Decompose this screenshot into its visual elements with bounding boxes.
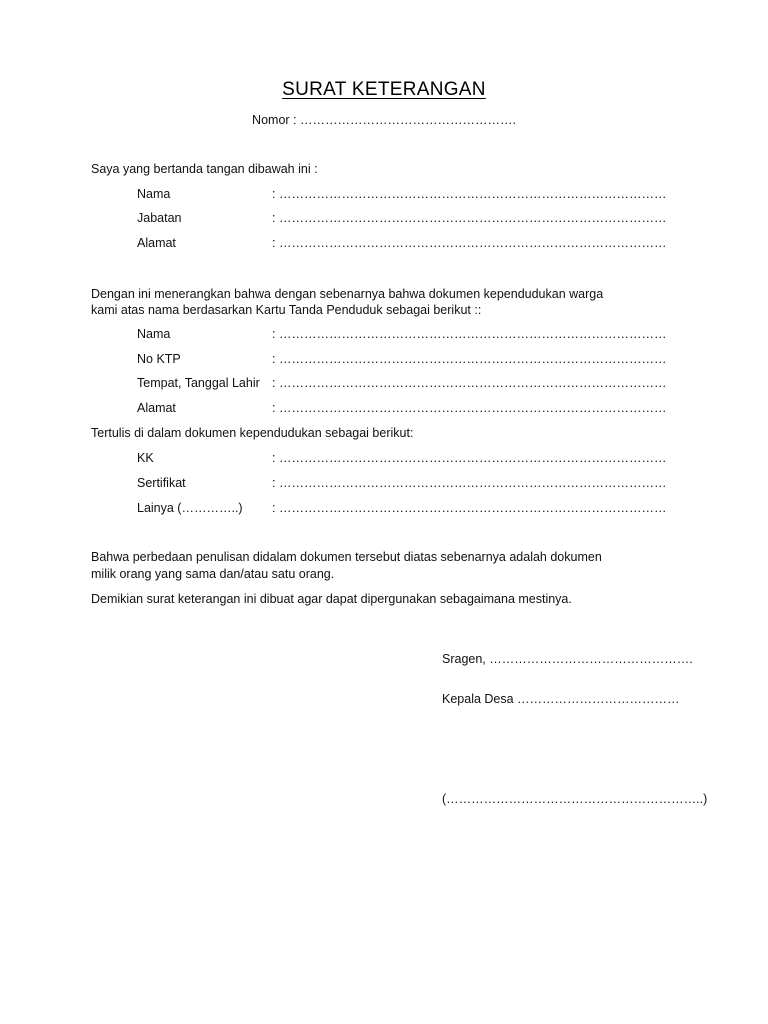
intro-text: Saya yang bertanda tangan dibawah ini : <box>91 162 318 176</box>
resident-ktp-label: No KTP <box>137 352 181 366</box>
statement-line-2: kami atas nama berdasarkan Kartu Tanda Penduduk sebagai berikut :: <box>91 303 482 317</box>
signer-position-value: : ………………………………………………………………………………… <box>272 211 667 225</box>
resident-ktp-value: : ………………………………………………………………………………… <box>272 352 667 366</box>
document-kk-label: KK <box>137 451 154 465</box>
document-kk-value: : ………………………………………………………………………………… <box>272 451 667 465</box>
document-other-label: Lainya (…………..) <box>137 501 243 515</box>
resident-address-label: Alamat <box>137 401 176 415</box>
closing-line-3: Demikian surat keterangan ini dibuat agar dapat dipergunakan sebagaimana mestinya. <box>91 592 572 606</box>
signer-address-value: : ………………………………………………………………………………… <box>272 236 667 250</box>
signature-name: (……………………………………………………..) <box>442 792 708 806</box>
resident-birth-label: Tempat, Tanggal Lahir <box>137 376 260 390</box>
resident-name-label: Nama <box>137 327 171 341</box>
signer-address-label: Alamat <box>137 236 176 250</box>
document-title: SURAT KETERANGAN <box>282 79 486 100</box>
documents-intro-text: Tertulis di dalam dokumen kependudukan sebagai berikut: <box>91 426 414 440</box>
document-certificate-label: Sertifikat <box>137 476 186 490</box>
document-other-value: : ………………………………………………………………………………… <box>272 501 667 515</box>
signer-name-label: Nama <box>137 187 171 201</box>
closing-line-2: milik orang yang sama dan/atau satu orang. <box>91 567 335 581</box>
signature-place-date: Sragen, …………………………………………. <box>442 652 693 666</box>
resident-name-value: : ………………………………………………………………………………… <box>272 327 667 341</box>
resident-birth-value: : ………………………………………………………………………………… <box>272 376 667 390</box>
resident-address-value: : ………………………………………………………………………………… <box>272 401 667 415</box>
statement-line-1: Dengan ini menerangkan bahwa dengan sebenarnya bahwa dokumen kependudukan warga <box>91 287 604 301</box>
closing-line-1: Bahwa perbedaan penulisan didalam dokumen tersebut diatas sebenarnya adalah dokumen <box>91 550 602 564</box>
signer-name-value: : ………………………………………………………………………………… <box>272 187 667 201</box>
document-number: Nomor : ……………………………………………. <box>252 113 516 127</box>
signer-position-label: Jabatan <box>137 211 182 225</box>
document-certificate-value: : ………………………………………………………………………………… <box>272 476 667 490</box>
signature-position: Kepala Desa ………………………………… <box>442 692 680 706</box>
